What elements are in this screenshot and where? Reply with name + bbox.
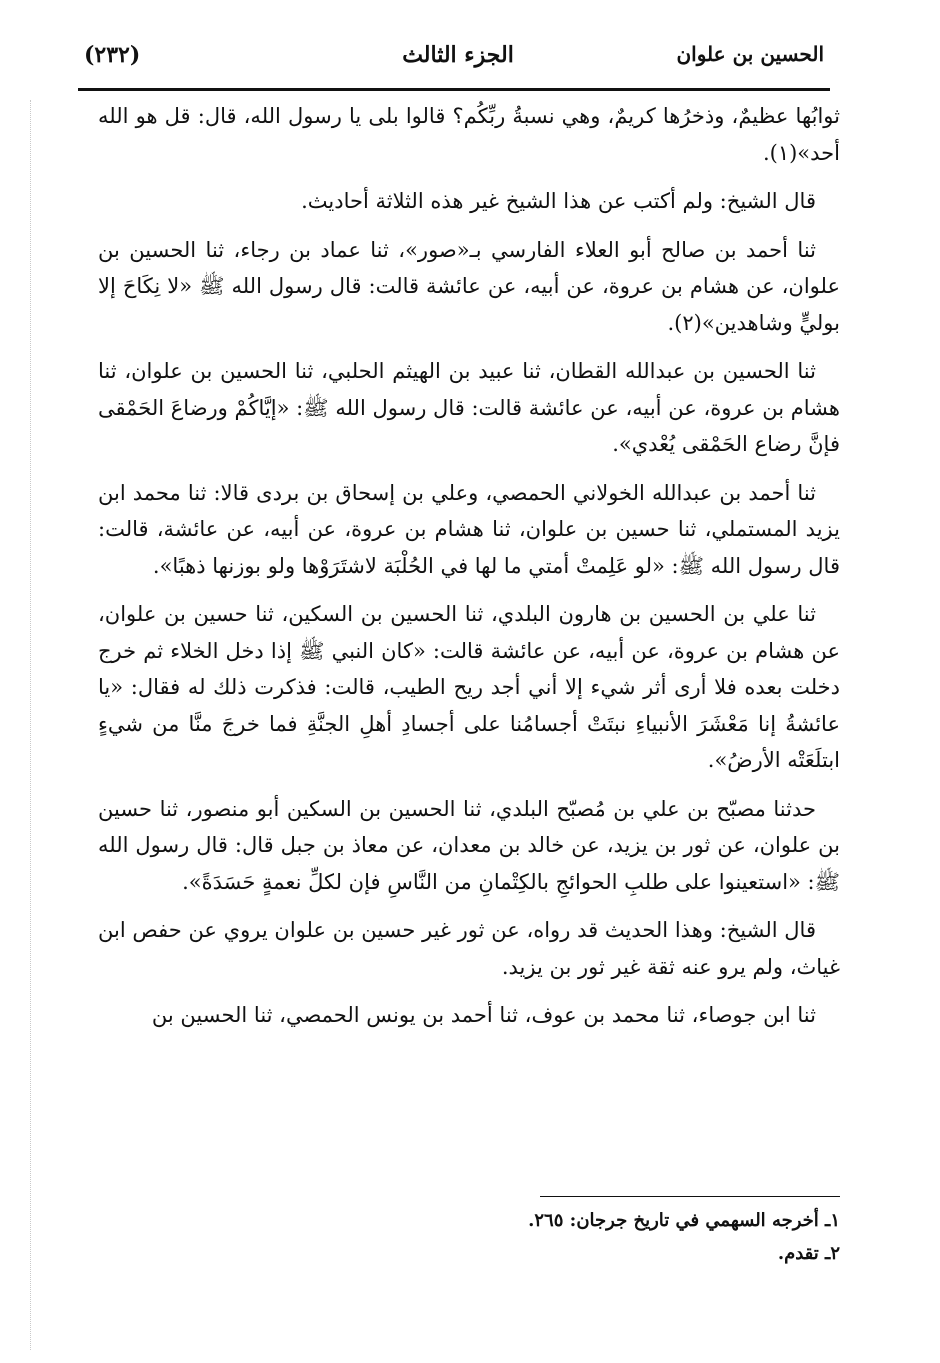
paragraph-5: ثنا أحمد بن عبدالله الخولاني الحمصي، وعلي بن إسحاق بن بردى قالا: ثنا محمد ابن يزيد المستملي، ثنا حسين بن علوان، ثنا هشام بن عروة، عن أبيه، عن عائشة، قالت: قال رسول الله ﷺ: «لو عَلِمتْ أمتي ما لها في الحُلْبَة لاشتَرَوْها ولو بوزنها ذهبًا». bbox=[98, 480, 840, 578]
footnote-2: ٢ـ تقدم. bbox=[777, 1243, 840, 1264]
footnote-divider bbox=[540, 1196, 840, 1197]
scan-margin-dots bbox=[30, 100, 35, 1350]
footnotes bbox=[98, 1204, 840, 1270]
paragraph-7: حدثنا مصبّح بن علي بن مُصبّح البلدي، ثنا الحسين بن السكين أبو منصور، ثنا حسين بن علوان، عن ثور بن يزيد، عن خالد بن معدان، عن معاذ بن جبل قال: قال رسول الله ﷺ: «استعينوا على طلبِ الحوائجِ بالكِتْمانِ من النَّاسِ فإن لكلِّ نعمةٍ حَسَدَةً». bbox=[98, 796, 841, 894]
header-narrator-name: الحسين بن علوان bbox=[676, 42, 824, 66]
page-body bbox=[98, 98, 840, 1046]
paragraph-9: ثنا ابن جوصاء، ثنا محمد بن عوف، ثنا أحمد بن يونس الحمصي، ثنا الحسين بن bbox=[151, 1003, 816, 1027]
footnote-1: ١ـ أخرجه السهمي في تاريخ جرجان: ٢٦٥. bbox=[528, 1210, 840, 1231]
paragraph-4: ثنا الحسين بن عبدالله القطان، ثنا عبيد بن الهيثم الحلبي، ثنا الحسين بن علوان، ثنا هشام بن عروة، عن أبيه، عن عائشة قالت: قال رسول الله ﷺ: «إيَّاكُمْ ورضاعَ الحَمْقى فإنَّ رضاع الحَمْقى يُعْدي». bbox=[98, 359, 840, 456]
header-part-title: الجزء الثالث bbox=[402, 42, 514, 68]
paragraph-2: قال الشيخ: ولم أكتب عن هذا الشيخ غير هذه الثلاثة أحاديث. bbox=[301, 189, 816, 213]
paragraph-6: ثنا علي بن الحسين بن هارون البلدي، ثنا الحسين بن السكين، ثنا حسين بن علوان، عن هشام بن عروة، عن أبيه، عن عائشة قالت: «كان النبي ﷺ إذا دخل الخلاء ثم خرج دخلت بعده فلا أرى أثر شيء إلا أني أجد ريح الطيب، قالت: فذكرت ذلك له فقال: «يا عائشةُ إنا مَعْشَرَ الأنبياءِ نبتَتْ أجسامُنا على أجسادِ أهلِ الجنَّةِ فما خرجَ منَّا من شيءٍ ابتلَعَتْه الأرضُ». bbox=[98, 602, 840, 772]
paragraph-8: قال الشيخ: وهذا الحديث قد رواه، عن ثور غير حسين بن علوان يروي عن حفص ابن غياث، ولم يرو عنه ثقة غير ثور بن يزيد. bbox=[98, 918, 840, 979]
page-header bbox=[78, 30, 830, 91]
header-page-number: (٢٣٢) bbox=[84, 42, 141, 68]
paragraph-1: ثوابُها عظيمٌ، وذخرُها كريمٌ، وهي نسبةُ ربِّكُم؟ قالوا بلى يا رسول الله، قال: قل هو الله أحد»(١). bbox=[98, 104, 840, 165]
paragraph-3: ثنا أحمد بن صالح أبو العلاء الفارسي بـ«صور»، ثنا عماد بن رجاء، ثنا الحسين بن علوان، عن هشام بن عروة، عن أبيه، عن عائشة قالت: قال رسول الله ﷺ «لا نِكَاحَ إلا بوليٍّ وشاهدين»(٢). bbox=[98, 237, 840, 335]
